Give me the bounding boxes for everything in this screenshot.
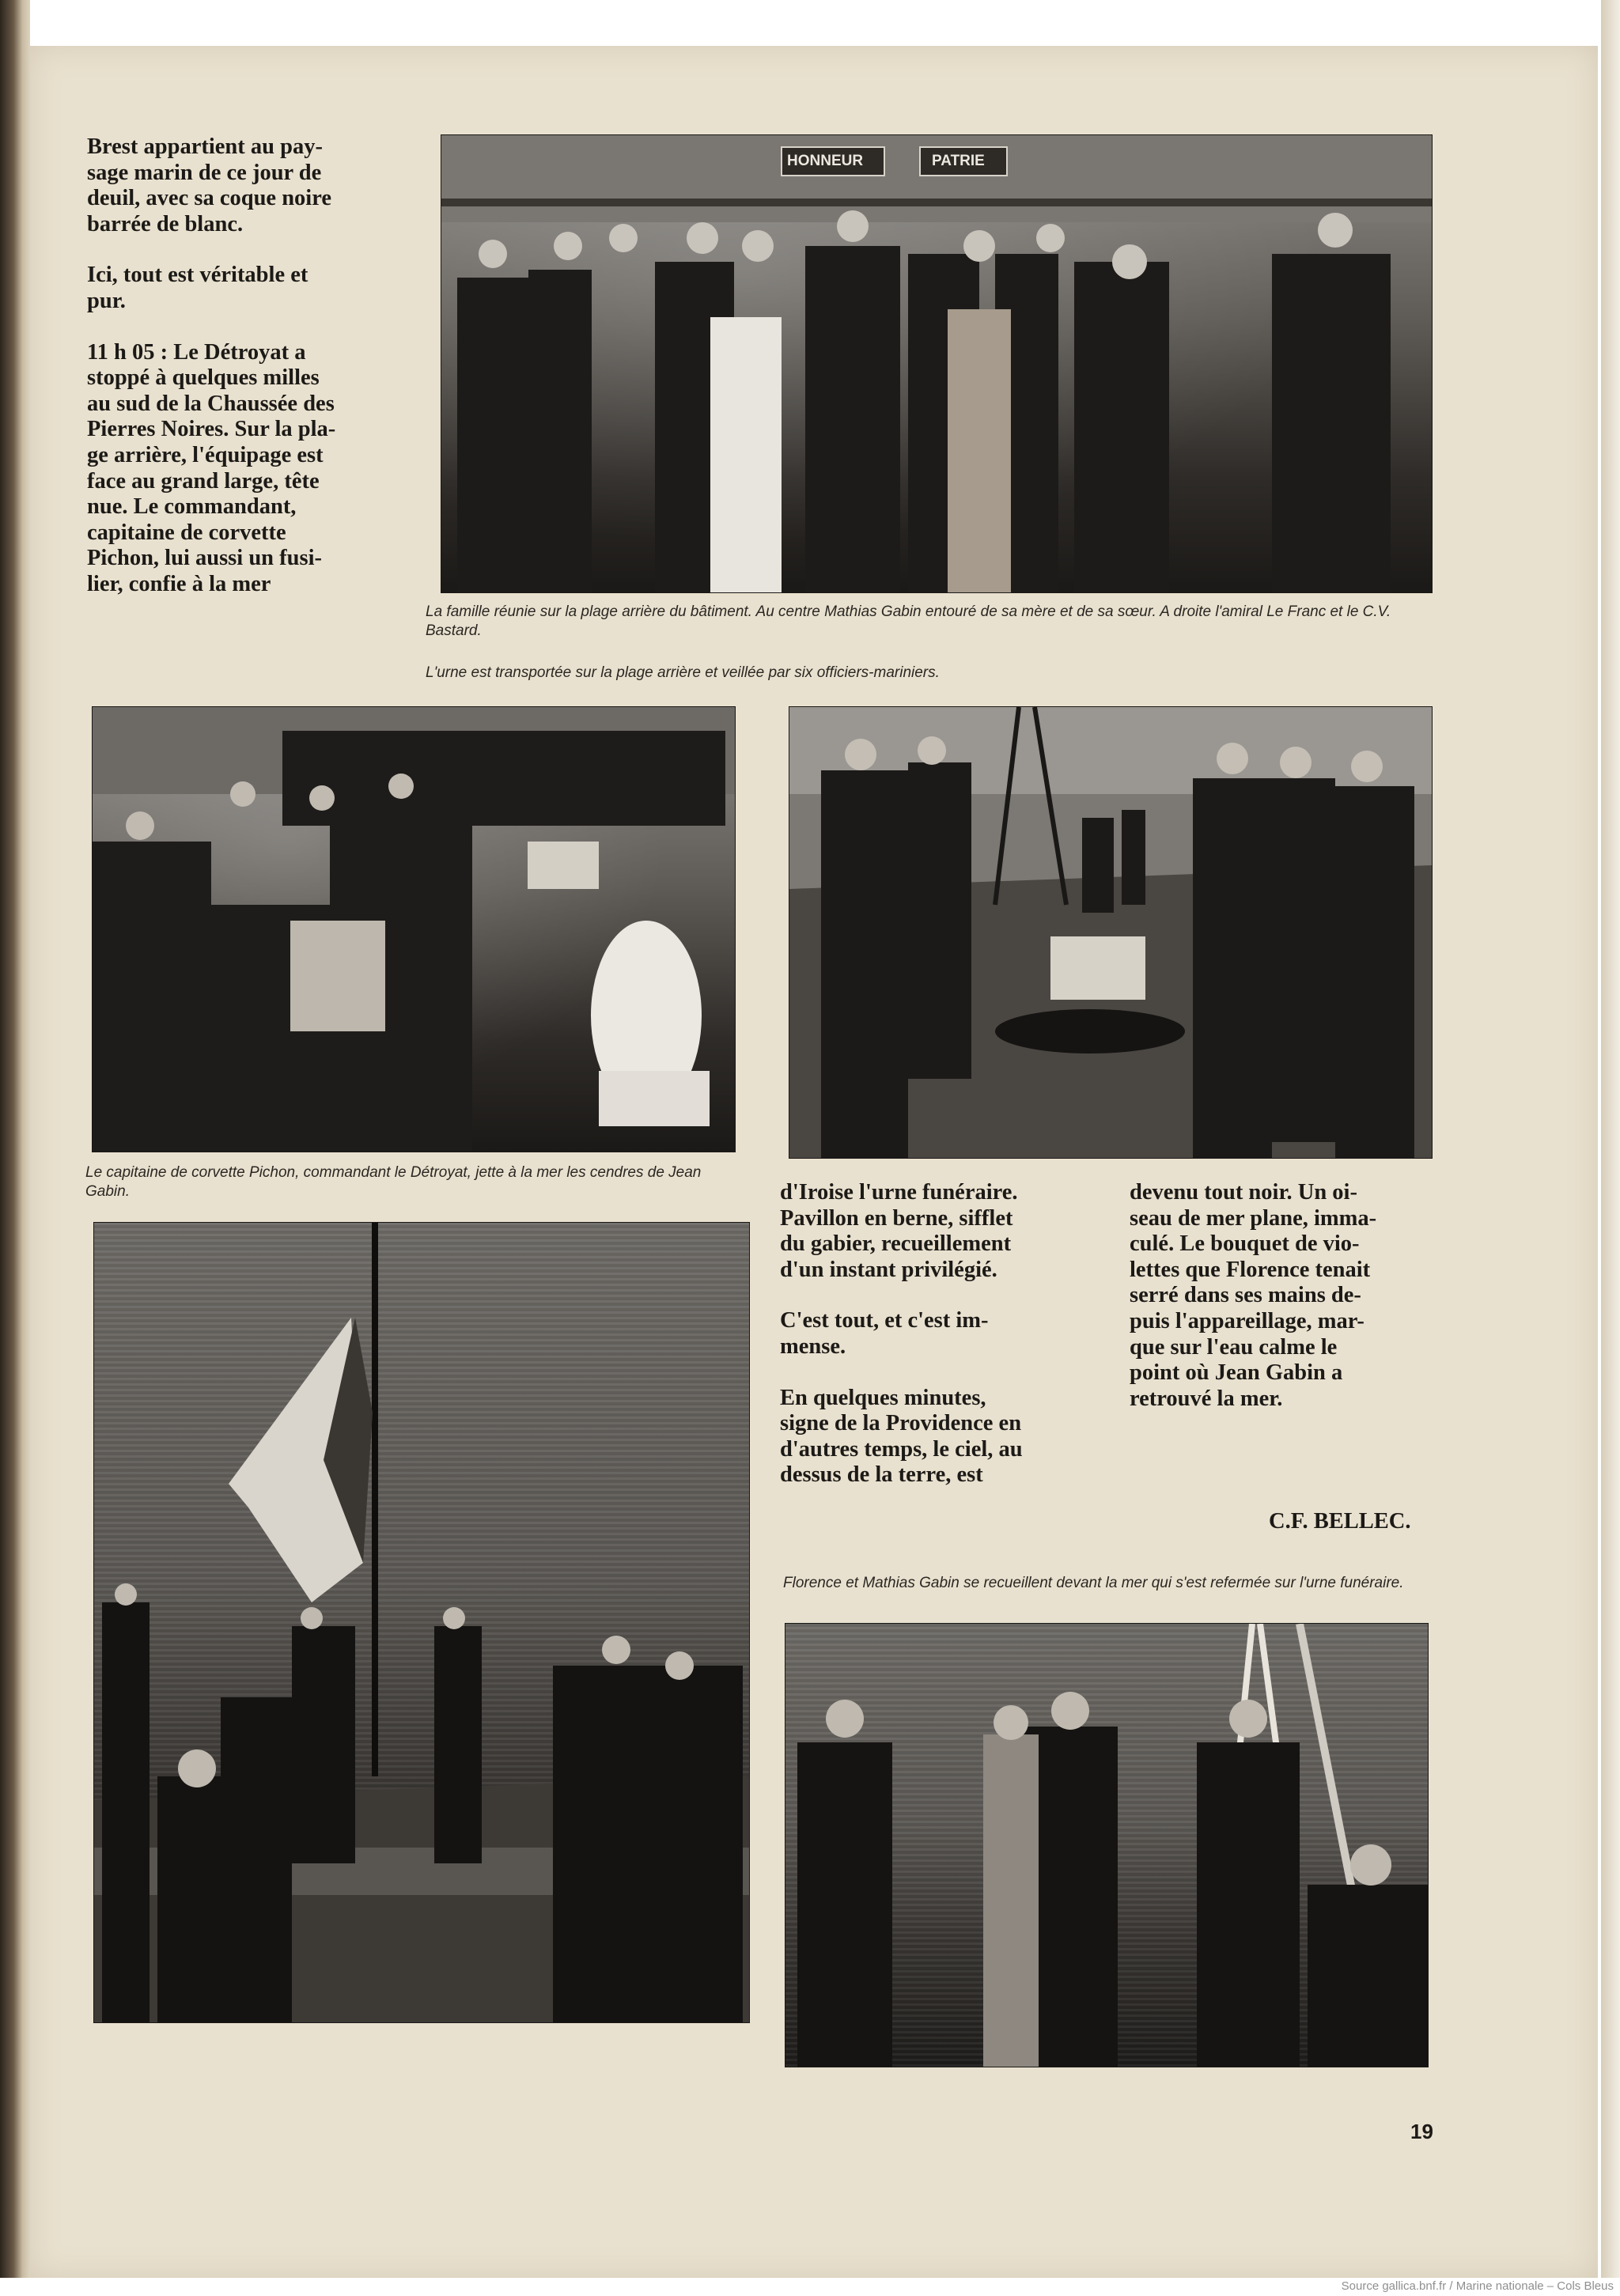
caption-captain: Le capitaine de corvette Pichon, commandant le Détroyat, jette à la mer les cendres de Jean Gabin.: [85, 1164, 702, 1200]
article-column-middle: [780, 1180, 1073, 1488]
photo-florence-illustration: [785, 1624, 1428, 2067]
photo-flag-illustration: [94, 1223, 749, 2022]
paragraph-iroise: d'Iroise l'urne funéraire. Pavillon en berne, sifflet du gabier, recueillement d'un instant privilégié.: [780, 1180, 1018, 1282]
paragraph-devenu-noir: devenu tout noir. Un oi- seau de mer plane, imma- culé. Le bouquet de vio- lettes que Florence tenait serré dans ses mains de- puis l'appareillage, mar- que sur l'eau calme le point où Jean Gabin a retrouvé la mer.: [1130, 1180, 1377, 1411]
paragraph-quelques-minutes: En quelques minutes, signe de la Providence en d'autres temps, le ciel, au dessus de la terre, est: [780, 1385, 1023, 1488]
sign-patrie: PATRIE: [932, 153, 985, 169]
source-credit: Source gallica.bnf.fr / Marine nationale – Cols Bleus: [1341, 2279, 1614, 2293]
caption-family: La famille réunie sur la plage arrière du bâtiment. Au centre Mathias Gabin entouré de sa mère et de sa sœur. A droite l'amiral Le Franc et le C.V. Bastard.: [426, 603, 1391, 639]
paragraph-immense: C'est tout, et c'est im- mense.: [780, 1308, 989, 1359]
photo-officers-watch: [789, 706, 1433, 1159]
caption-urn: L'urne est transportée sur la plage arrière et veillée par six officiers-mariniers.: [426, 664, 940, 681]
binding-shadow: [0, 0, 30, 2278]
article-column-right: [1130, 1180, 1432, 1412]
author-signature: C.F. BELLEC.: [1269, 1509, 1411, 1534]
photo-urn-illustration: [93, 707, 735, 1152]
page-number: 19: [1410, 2120, 1433, 2143]
article-column-left: [87, 134, 383, 598]
page-edge: [1601, 0, 1620, 2278]
photo-urn-on-deck: [92, 706, 736, 1152]
photo-family-on-deck: [441, 134, 1433, 593]
paragraph-ici: Ici, tout est véritable et pur.: [87, 263, 308, 313]
photo-florence-mathias: [785, 1623, 1429, 2067]
photo-flag-half-mast: [93, 1222, 750, 2023]
sign-honneur: HONNEUR: [787, 153, 864, 169]
paragraph-brest: Brest appartient au pay- sage marin de ce jour de deuil, avec sa coque noire barrée de blanc.: [87, 134, 332, 236]
caption-florence: Florence et Mathias Gabin se recueillent devant la mer qui s'est refermée sur l'urne funéraire.: [783, 1575, 1404, 1591]
paragraph-11h05: 11 h 05 : Le Détroyat a stoppé à quelques milles au sud de la Chaussée des Pierres Noires. Sur la pla- ge arrière, l'équipage est face au grand large, tête nue. Le commandant, capitaine de corvette Pichon, lui aussi un fusi- lier, confie à la mer: [87, 339, 336, 596]
photo-officers-illustration: [789, 707, 1432, 1158]
photo-family-illustration: [441, 135, 1432, 592]
